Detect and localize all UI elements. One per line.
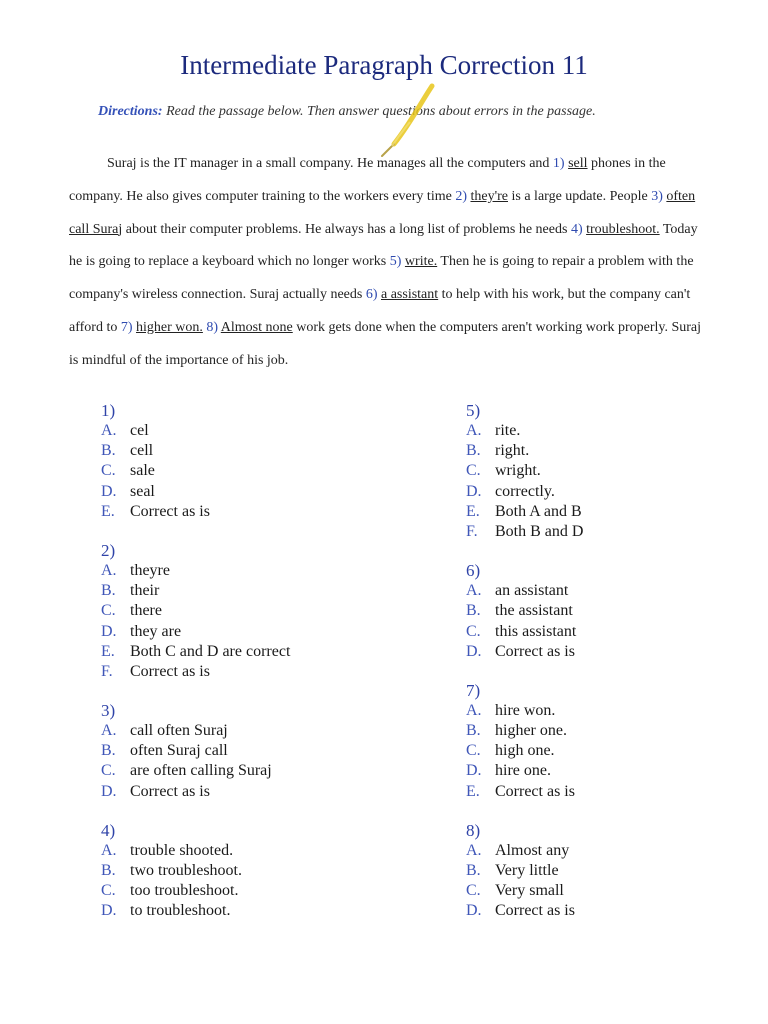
- option-text: Both A and B: [495, 502, 582, 520]
- question-number: 4): [101, 820, 116, 840]
- question-block: [466, 560, 726, 662]
- option-text: Correct as is: [130, 502, 210, 520]
- option-text: Almost any: [495, 841, 570, 859]
- option-text: right.: [495, 442, 530, 460]
- passage-text: Today he is going to replace a keyboard which no longer works: [69, 221, 698, 270]
- passage: [69, 148, 709, 378]
- option-text: there: [130, 602, 162, 620]
- option-letter: E.: [466, 782, 480, 800]
- answer-option: [101, 482, 361, 502]
- answer-option: [101, 741, 361, 761]
- option-text: sale: [130, 462, 155, 480]
- option-letter: A.: [466, 701, 482, 719]
- option-text: two troubleshoot.: [130, 862, 242, 879]
- question-block: [466, 680, 726, 802]
- option-text: they are: [130, 622, 182, 640]
- answer-option: [466, 782, 726, 802]
- option-letter: E.: [101, 642, 115, 660]
- passage-text: Suraj is the IT manager in a small company. He manages all the computers and: [107, 156, 553, 171]
- passage-text: Then he is going to repair a problem with the company's wireless connection. Suraj actually needs: [69, 254, 694, 303]
- answer-option: [101, 622, 361, 642]
- question-number: 2): [101, 540, 116, 560]
- answer-option: [101, 441, 361, 461]
- answer-option: [101, 662, 361, 682]
- option-letter: D.: [466, 902, 482, 920]
- option-letter: C.: [101, 762, 116, 780]
- question-reference-number: 4): [570, 221, 587, 237]
- question-reference-number: 5): [389, 254, 405, 270]
- question-number: 3): [101, 701, 116, 721]
- answer-option: [101, 642, 361, 662]
- option-letter: D.: [101, 902, 117, 920]
- option-text: high one.: [495, 742, 555, 760]
- question-reference-number: 6): [365, 287, 381, 303]
- question-number: 8): [466, 820, 481, 840]
- answer-option: [466, 421, 726, 441]
- underlined-error-phrase: a assistant: [381, 287, 439, 303]
- answer-option: [466, 461, 726, 481]
- answer-option: [101, 841, 361, 861]
- answer-option: [466, 502, 726, 522]
- underlined-error-phrase: often call Suraj: [69, 188, 696, 237]
- question-number: 7): [466, 680, 481, 700]
- directions-label: Directions:: [98, 104, 163, 119]
- answer-option: [101, 761, 361, 781]
- question-block: [101, 540, 361, 682]
- option-letter: F.: [466, 522, 478, 540]
- answer-option: [466, 622, 726, 642]
- option-text: trouble shooted.: [130, 841, 234, 859]
- option-text: Both C and D are correct: [130, 642, 291, 660]
- underlined-error-phrase: write.: [404, 254, 438, 270]
- answer-option: [466, 441, 726, 461]
- question-block: [101, 400, 361, 522]
- question-block: [101, 700, 361, 802]
- option-letter: D.: [466, 482, 482, 500]
- option-letter: B.: [101, 442, 116, 460]
- option-letter: A.: [101, 561, 117, 579]
- option-text: the assistant: [495, 602, 573, 620]
- option-letter: C.: [101, 602, 116, 620]
- answer-option: [466, 642, 726, 662]
- option-text: call often Suraj: [130, 722, 228, 740]
- underlined-error-phrase: Almost none: [220, 319, 293, 335]
- option-text: Very small: [495, 882, 564, 900]
- option-text: are often calling Suraj: [130, 762, 272, 780]
- option-text: higher one.: [495, 722, 567, 740]
- answer-option: [466, 901, 726, 921]
- option-text: hire one.: [495, 762, 551, 780]
- directions-text: Read the passage below. Then answer questions about errors in the passage.: [162, 104, 596, 119]
- option-text: rite.: [495, 422, 521, 439]
- option-text: correctly.: [495, 482, 555, 500]
- option-letter: A.: [101, 841, 117, 859]
- answer-option: [466, 522, 726, 542]
- option-letter: B.: [466, 442, 481, 460]
- underlined-error-phrase: they're: [470, 188, 508, 204]
- underlined-error-phrase: higher won.: [136, 319, 203, 335]
- option-letter: A.: [466, 582, 482, 600]
- option-text: Correct as is: [130, 662, 210, 680]
- answer-option: [101, 881, 361, 901]
- option-text: Correct as is: [495, 902, 575, 920]
- option-letter: B.: [101, 742, 116, 760]
- answer-option: [101, 721, 361, 741]
- option-letter: A.: [101, 422, 117, 439]
- option-text: Very little: [495, 862, 559, 879]
- passage-body: [69, 156, 701, 368]
- passage-text: work gets done when the computers aren't working work properly. Suraj is mindful of the importance of his job.: [69, 319, 702, 368]
- option-text: Correct as is: [495, 642, 575, 660]
- passage-text: about their computer problems. He always has a long list of problems he needs: [122, 221, 571, 237]
- option-letter: A.: [101, 722, 117, 740]
- option-letter: C.: [466, 462, 481, 480]
- questions-left-column: [101, 400, 361, 940]
- passage-text: phones in the company. He also gives computer training to the workers every time: [69, 156, 666, 204]
- option-text: an assistant: [495, 582, 569, 600]
- question-block: [101, 820, 361, 922]
- question-block: [466, 400, 726, 542]
- option-letter: F.: [101, 662, 113, 680]
- option-text: cell: [130, 442, 154, 460]
- option-letter: C.: [466, 742, 481, 760]
- option-text: to troubleshoot.: [130, 902, 231, 920]
- option-text: Both B and D: [495, 522, 584, 540]
- option-text: wright.: [495, 462, 541, 480]
- option-letter: D.: [466, 642, 482, 660]
- option-text: cel: [130, 422, 149, 439]
- option-letter: A.: [466, 841, 482, 859]
- option-text: theyre: [130, 561, 170, 579]
- option-letter: A.: [466, 422, 482, 439]
- option-letter: C.: [466, 622, 481, 640]
- question-reference-number: 1): [552, 156, 569, 171]
- passage-text: is a large update. People: [508, 188, 652, 204]
- option-letter: D.: [101, 482, 117, 500]
- option-letter: D.: [101, 782, 117, 800]
- answer-option: [466, 601, 726, 621]
- option-text: this assistant: [495, 622, 577, 640]
- underlined-error-phrase: sell: [568, 156, 588, 171]
- option-letter: B.: [466, 722, 481, 740]
- question-reference-number: 8): [206, 319, 221, 335]
- option-letter: C.: [101, 882, 116, 900]
- answer-option: [466, 721, 726, 741]
- option-letter: E.: [101, 502, 115, 520]
- option-letter: B.: [101, 862, 116, 879]
- answer-option: [466, 701, 726, 721]
- option-letter: D.: [466, 762, 482, 780]
- option-text: their: [130, 582, 160, 600]
- answer-option: [466, 861, 726, 881]
- answer-option: [101, 601, 361, 621]
- option-letter: C.: [466, 882, 481, 900]
- option-text: hire won.: [495, 701, 556, 719]
- option-text: too troubleshoot.: [130, 882, 239, 900]
- question-reference-number: 7): [120, 319, 137, 335]
- answer-option: [466, 881, 726, 901]
- question-number: 1): [101, 401, 116, 420]
- answer-option: [101, 461, 361, 481]
- option-letter: C.: [101, 462, 116, 480]
- page-title: Intermediate Paragraph Correction 11: [180, 50, 588, 80]
- option-letter: B.: [101, 582, 116, 600]
- question-block: [466, 820, 726, 922]
- answer-option: [466, 741, 726, 761]
- answer-option: [466, 482, 726, 502]
- answer-option: [466, 841, 726, 861]
- option-text: often Suraj call: [130, 742, 228, 760]
- passage-text: to help with his work, but the company can't afford to: [69, 287, 691, 335]
- option-letter: B.: [466, 602, 481, 620]
- option-letter: E.: [466, 502, 480, 520]
- answer-option: [101, 782, 361, 802]
- answer-option: [101, 561, 361, 581]
- option-letter: B.: [466, 862, 481, 879]
- answer-option: [466, 581, 726, 601]
- option-text: Correct as is: [495, 782, 575, 800]
- answer-option: [101, 901, 361, 921]
- question-number: 5): [466, 401, 481, 420]
- question-number: 6): [466, 561, 481, 581]
- option-text: Correct as is: [130, 782, 210, 800]
- answer-option: [466, 761, 726, 781]
- answer-option: [101, 861, 361, 881]
- option-letter: D.: [101, 622, 117, 640]
- questions-right-column: [466, 400, 726, 940]
- underlined-error-phrase: troubleshoot.: [586, 221, 660, 237]
- question-reference-number: 2): [455, 188, 471, 204]
- question-reference-number: 3): [651, 188, 667, 204]
- answer-option: [101, 581, 361, 601]
- option-text: seal: [130, 482, 155, 500]
- directions: [98, 104, 596, 120]
- answer-option: [101, 502, 361, 522]
- answer-option: [101, 421, 361, 441]
